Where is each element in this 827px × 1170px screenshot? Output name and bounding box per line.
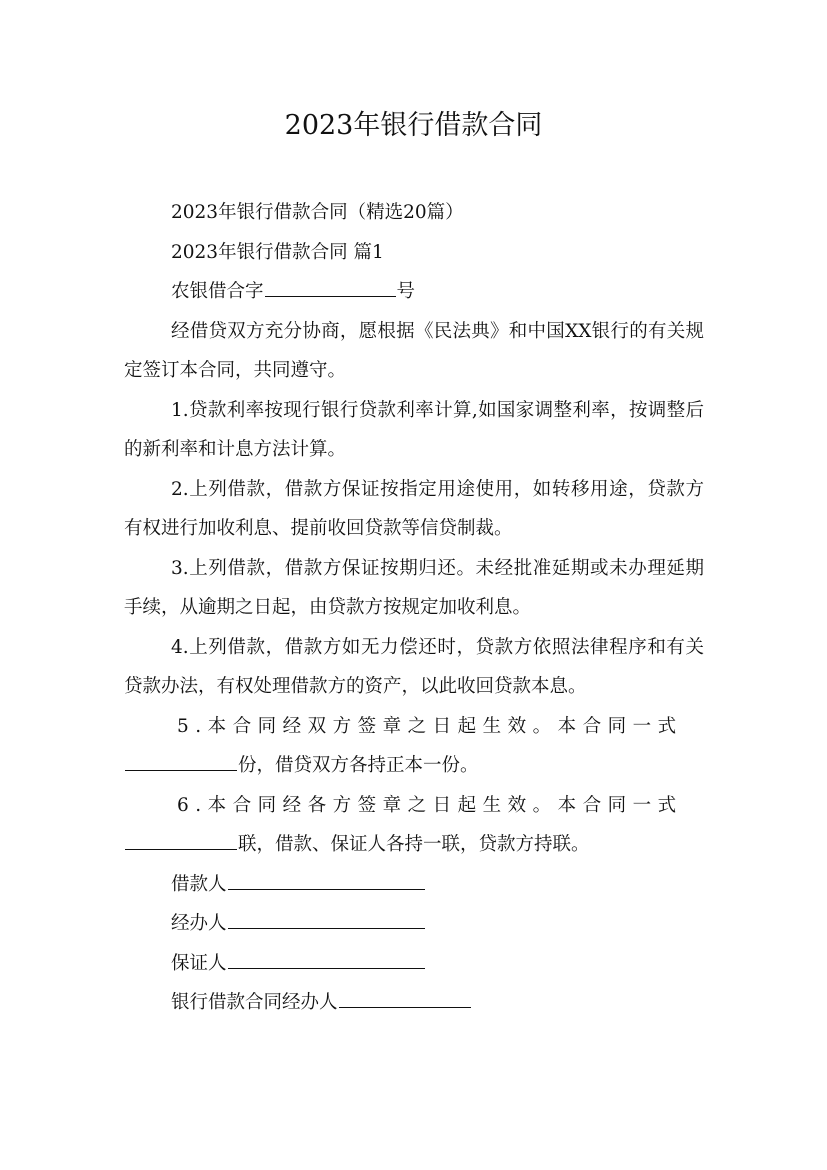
clause-6-continued xyxy=(124,825,704,865)
clause-2: 2.上列借款，借款方保证按指定用途使用，如转移用途，贷款方有权进行加收利息、提前收回贷款等信贷制裁。 xyxy=(124,478,704,539)
clause-5-text-b: 份，借贷双方各持正本一份。 xyxy=(238,755,479,776)
document-title: 2023年银行借款合同 xyxy=(284,110,543,141)
signature-handler-blank xyxy=(228,910,425,929)
clause-6-text-a: 6.本合同经各方签章之日起生效。本合同一式 xyxy=(177,794,683,816)
clause-6-text-b: 联，借款、保证人各持一联，贷款方持联。 xyxy=(238,834,590,855)
clause-1: 1.贷款利率按现行银行贷款利率计算,如国家调整利率，按调整后的新利率和计息方法计算。 xyxy=(124,399,704,460)
signature-handler xyxy=(124,904,704,944)
intro-paragraph: 经借贷双方充分协商，愿根据《民法典》和中国XX银行的有关规定签订本合同，共同遵守。 xyxy=(124,320,704,381)
clause-5 xyxy=(124,707,704,747)
signature-bank-handler-blank xyxy=(339,989,471,1008)
signature-borrower xyxy=(124,865,704,905)
section-heading: 2023年银行借款合同 篇1 xyxy=(171,241,384,263)
document-subtitle: 2023年银行借款合同（精选20篇） xyxy=(171,202,464,223)
signature-borrower-blank xyxy=(228,871,425,890)
signature-handler-label: 经办人 xyxy=(171,913,227,934)
contract-number-prefix: 农银借合字 xyxy=(171,281,264,302)
document-body xyxy=(124,193,704,1023)
signature-borrower-label: 借款人 xyxy=(171,873,227,895)
signature-bank-handler xyxy=(124,983,704,1023)
contract-number-suffix: 号 xyxy=(396,281,416,302)
clause-4: 4.上列借款，借款方如无力偿还时，贷款方依照法律程序和有关贷款办法，有权处理借款方的资产，以此收回贷款本息。 xyxy=(124,636,704,697)
clause-5-copies-blank xyxy=(125,752,237,771)
clause-6 xyxy=(124,786,704,826)
signature-guarantor xyxy=(124,944,704,984)
clause-6-copies-blank xyxy=(125,831,237,850)
contract-number-line xyxy=(124,272,704,312)
contract-number-blank xyxy=(265,278,396,297)
clause-3: 3.上列借款，借款方保证按期归还。未经批准延期或未办理延期手续，从逾期之日起，由贷款方按规定加收利息。 xyxy=(124,557,704,618)
clause-5-continued xyxy=(124,746,704,786)
signature-bank-handler-label: 银行借款合同经办人 xyxy=(171,992,338,1013)
signature-guarantor-label: 保证人 xyxy=(171,952,227,974)
clause-5-text-a: 5.本合同经双方签章之日起生效。本合同一式 xyxy=(177,715,683,737)
signature-guarantor-blank xyxy=(228,950,425,969)
